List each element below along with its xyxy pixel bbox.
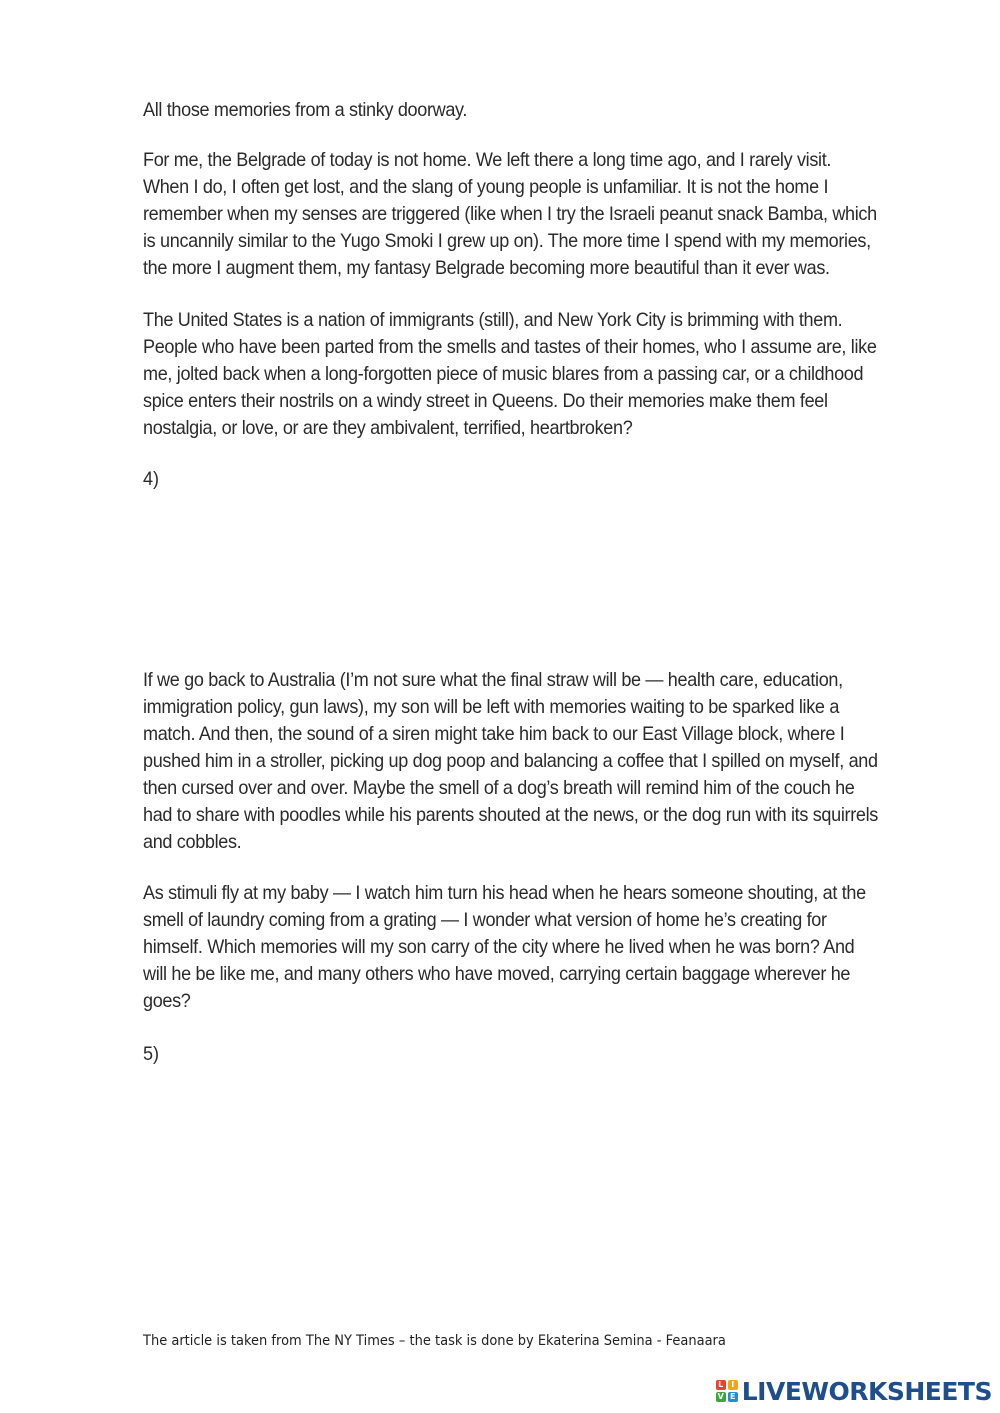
task-marker-5: 5) xyxy=(143,1043,160,1065)
paragraph-line: smell of laundry coming from a grating — I wonder what version of home he’s creating for xyxy=(143,909,827,931)
paragraph-line: As stimuli fly at my baby — I watch him turn his head when he hears someone shouting, at the xyxy=(143,882,866,904)
paragraph-line: When I do, I often get lost, and the slang of young people is unfamiliar. It is not the home I xyxy=(143,176,829,198)
liveworksheets-icon xyxy=(716,1380,738,1402)
liveworksheets-wordmark: LIVEWORKSHEETS xyxy=(741,1376,992,1406)
paragraph-line: The United States is a nation of immigrants (still), and New York City is brimming with them. xyxy=(143,309,843,331)
paragraph-line: is uncannily similar to the Yugo Smoki I grew up on). The more time I spend with my memories, xyxy=(143,230,871,252)
paragraph-line: had to share with poodles while his parents shouted at the news, or the dog run with its squirrels xyxy=(143,804,878,826)
paragraph-line: then cursed over and over. Maybe the smell of a dog’s breath will remind him of the couch he xyxy=(143,777,855,799)
paragraph-line: and cobbles. xyxy=(143,831,242,853)
liveworksheets-logo xyxy=(716,1376,992,1406)
paragraph-line: For me, the Belgrade of today is not home. We left there a long time ago, and I rarely visit. xyxy=(143,149,832,171)
paragraph-3 xyxy=(143,307,968,442)
footer-credit: The article is taken from The NY Times – the task is done by Ekaterina Semina - Feanaara xyxy=(143,1333,726,1349)
paragraph-line: People who have been parted from the smells and tastes of their homes, who I assume are, like xyxy=(143,336,877,358)
task-marker-4: 4) xyxy=(143,468,160,490)
paragraph-line: the more I augment them, my fantasy Belgrade becoming more beautiful than it ever was. xyxy=(143,257,830,279)
paragraph-line: If we go back to Australia (I’m not sure what the final straw will be — health care, education, xyxy=(143,669,843,691)
paragraph-2 xyxy=(143,147,968,282)
paragraph-line: remember when my senses are triggered (like when I try the Israeli peanut snack Bamba, which xyxy=(143,203,877,225)
paragraph-line: immigration policy, gun laws), my son will be left with memories waiting to be sparked like a xyxy=(143,696,840,718)
logo-tile-l: L xyxy=(716,1380,726,1390)
paragraph-4 xyxy=(143,667,968,856)
paragraph-1 xyxy=(143,97,968,124)
paragraph-line: nostalgia, or love, or are they ambivalent, terrified, heartbroken? xyxy=(143,417,633,439)
logo-tile-v: V xyxy=(717,1392,724,1401)
logo-tile-e: E xyxy=(728,1392,738,1402)
logo-tile-i: I xyxy=(728,1380,738,1390)
paragraph-line: spice enters their nostrils on a windy street in Queens. Do their memories make them feel xyxy=(143,390,828,412)
paragraph-line: will he be like me, and many others who have moved, carrying certain baggage wherever he xyxy=(143,963,851,985)
paragraph-line: himself. Which memories will my son carry of the city where he lived when he was born? And xyxy=(143,936,855,958)
paragraph-line: match. And then, the sound of a siren might take him back to our East Village block, where I xyxy=(143,723,845,745)
paragraph-line: pushed him in a stroller, picking up dog poop and balancing a coffee that I spilled on myself, and xyxy=(143,750,878,772)
paragraph-line: All those memories from a stinky doorway. xyxy=(143,99,468,121)
paragraph-line: me, jolted back when a long-forgotten piece of music blares from a passing car, or a childhood xyxy=(143,363,864,385)
paragraph-line: goes? xyxy=(143,990,191,1012)
paragraph-5 xyxy=(143,880,968,1015)
